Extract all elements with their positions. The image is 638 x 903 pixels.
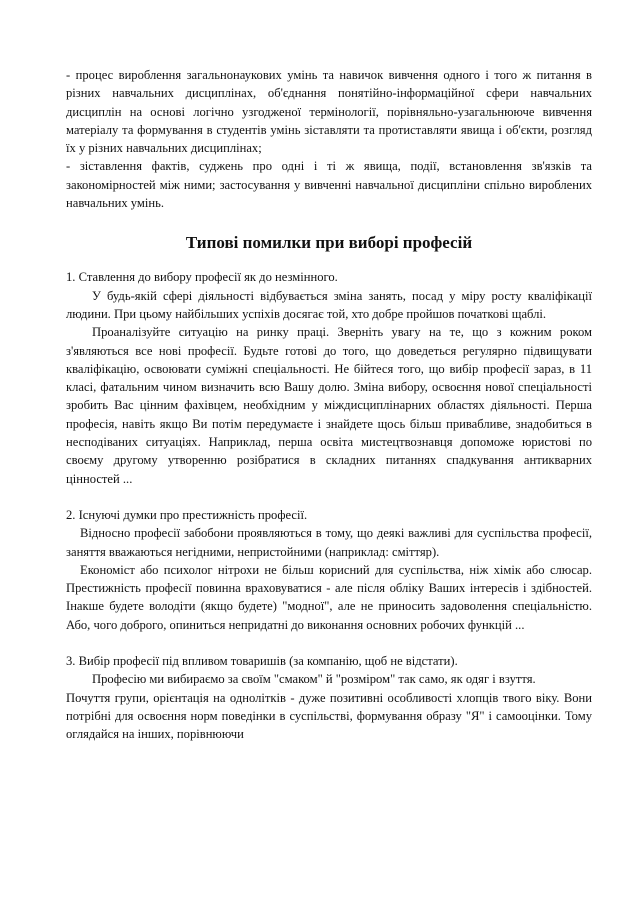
section-1-title: 1. Ставлення до вибору професії як до незмінного. <box>66 270 338 285</box>
section-2-paragraph-1: Відносно професії забобони проявляються в тому, що деякі важливі для суспільства професії, заняття вважаються негідними, непристойними (наприклад: сміттяр). <box>66 526 592 559</box>
section-heading: Типові помилки при виборі професій <box>185 233 473 253</box>
intro-paragraph-2: - зіставлення фактів, суджень про одні і ті ж явища, події, встановлення зв'язків та закономірностей між ними; застосування у вивченні навчальної дисципліни спільно вироблених навчальних умінь. <box>66 159 592 211</box>
section-3-title: 3. Вибір професії під впливом товаришів (за компанію, щоб не відстати). <box>66 654 458 669</box>
section-3-paragraph-2: Почуття групи, орієнтація на однолітків - дуже позитивні особливості хлопців твого віку. Вони потрібні для освоєння норм поведінки в суспільстві, формування образу "Я" і самооцінки. Тому оглядайся на інших, порівнюючи <box>66 690 592 742</box>
section-1-paragraph-2: Проаналізуйте ситуацію на ринку праці. Зверніть увагу на те, що з кожним роком з'являються все нові професії. Будьте готові до того, що доведеться регулярно підвищувати кваліфікацію, освоювати суміжні спеціальності. Не бійтеся того, що вибір професії зараз, в 11 класі, фатальним чином визначить всю Вашу долю. Зміна вибору, освоєння нової спеціальності зробить Вас цінним фахівцем, необхідним у міждисциплінарних областях діяльності. Перша професія, навіть якщо Ви потім передумаєте і знайдете щось більш привабливе, знадобиться в несподіваних ситуаціях. Наприклад, перша освіта мистецтвознавця допоможе юристові по своєму другому утворенню розібратися в складних питаннях спадкування антикварних цінностей ... <box>66 325 592 486</box>
document-page <box>66 66 592 744</box>
intro-paragraph-1: - процес вироблення загальнонаукових умінь та навичок вивчення одного і того ж питання в різних навчальних дисциплінах, об'єднання понятійно-інформаційної сфери навчальних дисциплін на основі логічно узгодженої термінології, порівняльно-узагальнююче вивчення матеріалу та формування в студентів умінь зіставляти та протиставляти явища і об'єкти, розгляд їх у різних навчальних дисциплінах; <box>66 68 592 156</box>
section-2-paragraph-2: Економіст або психолог нітрохи не більш корисний для суспільства, ніж хімік або слюсар. Престижність професії повинна враховуватися - але після обліку Ваших інтересів і здібностей. Інакше будете володіти (якщо будете) "модної", але не приносить задоволення спеціальністю. Або, чого доброго, опиниться непридатні до виконання основних робочих функцій ... <box>66 562 592 632</box>
section-2-title: 2. Існуючі думки про престижність професії. <box>66 507 308 522</box>
section-3-paragraph-1: Професію ми вибираємо за своїм "смаком" й "розміром" так само, як одяг і взуття. <box>92 672 536 687</box>
section-1-paragraph-1: У будь-якій сфері діяльності відбувається зміна занять, посад у міру росту кваліфікації людини. При цьому найбільших успіхів досягає той, хто добре пройшов початкові щаблі. <box>66 288 592 321</box>
